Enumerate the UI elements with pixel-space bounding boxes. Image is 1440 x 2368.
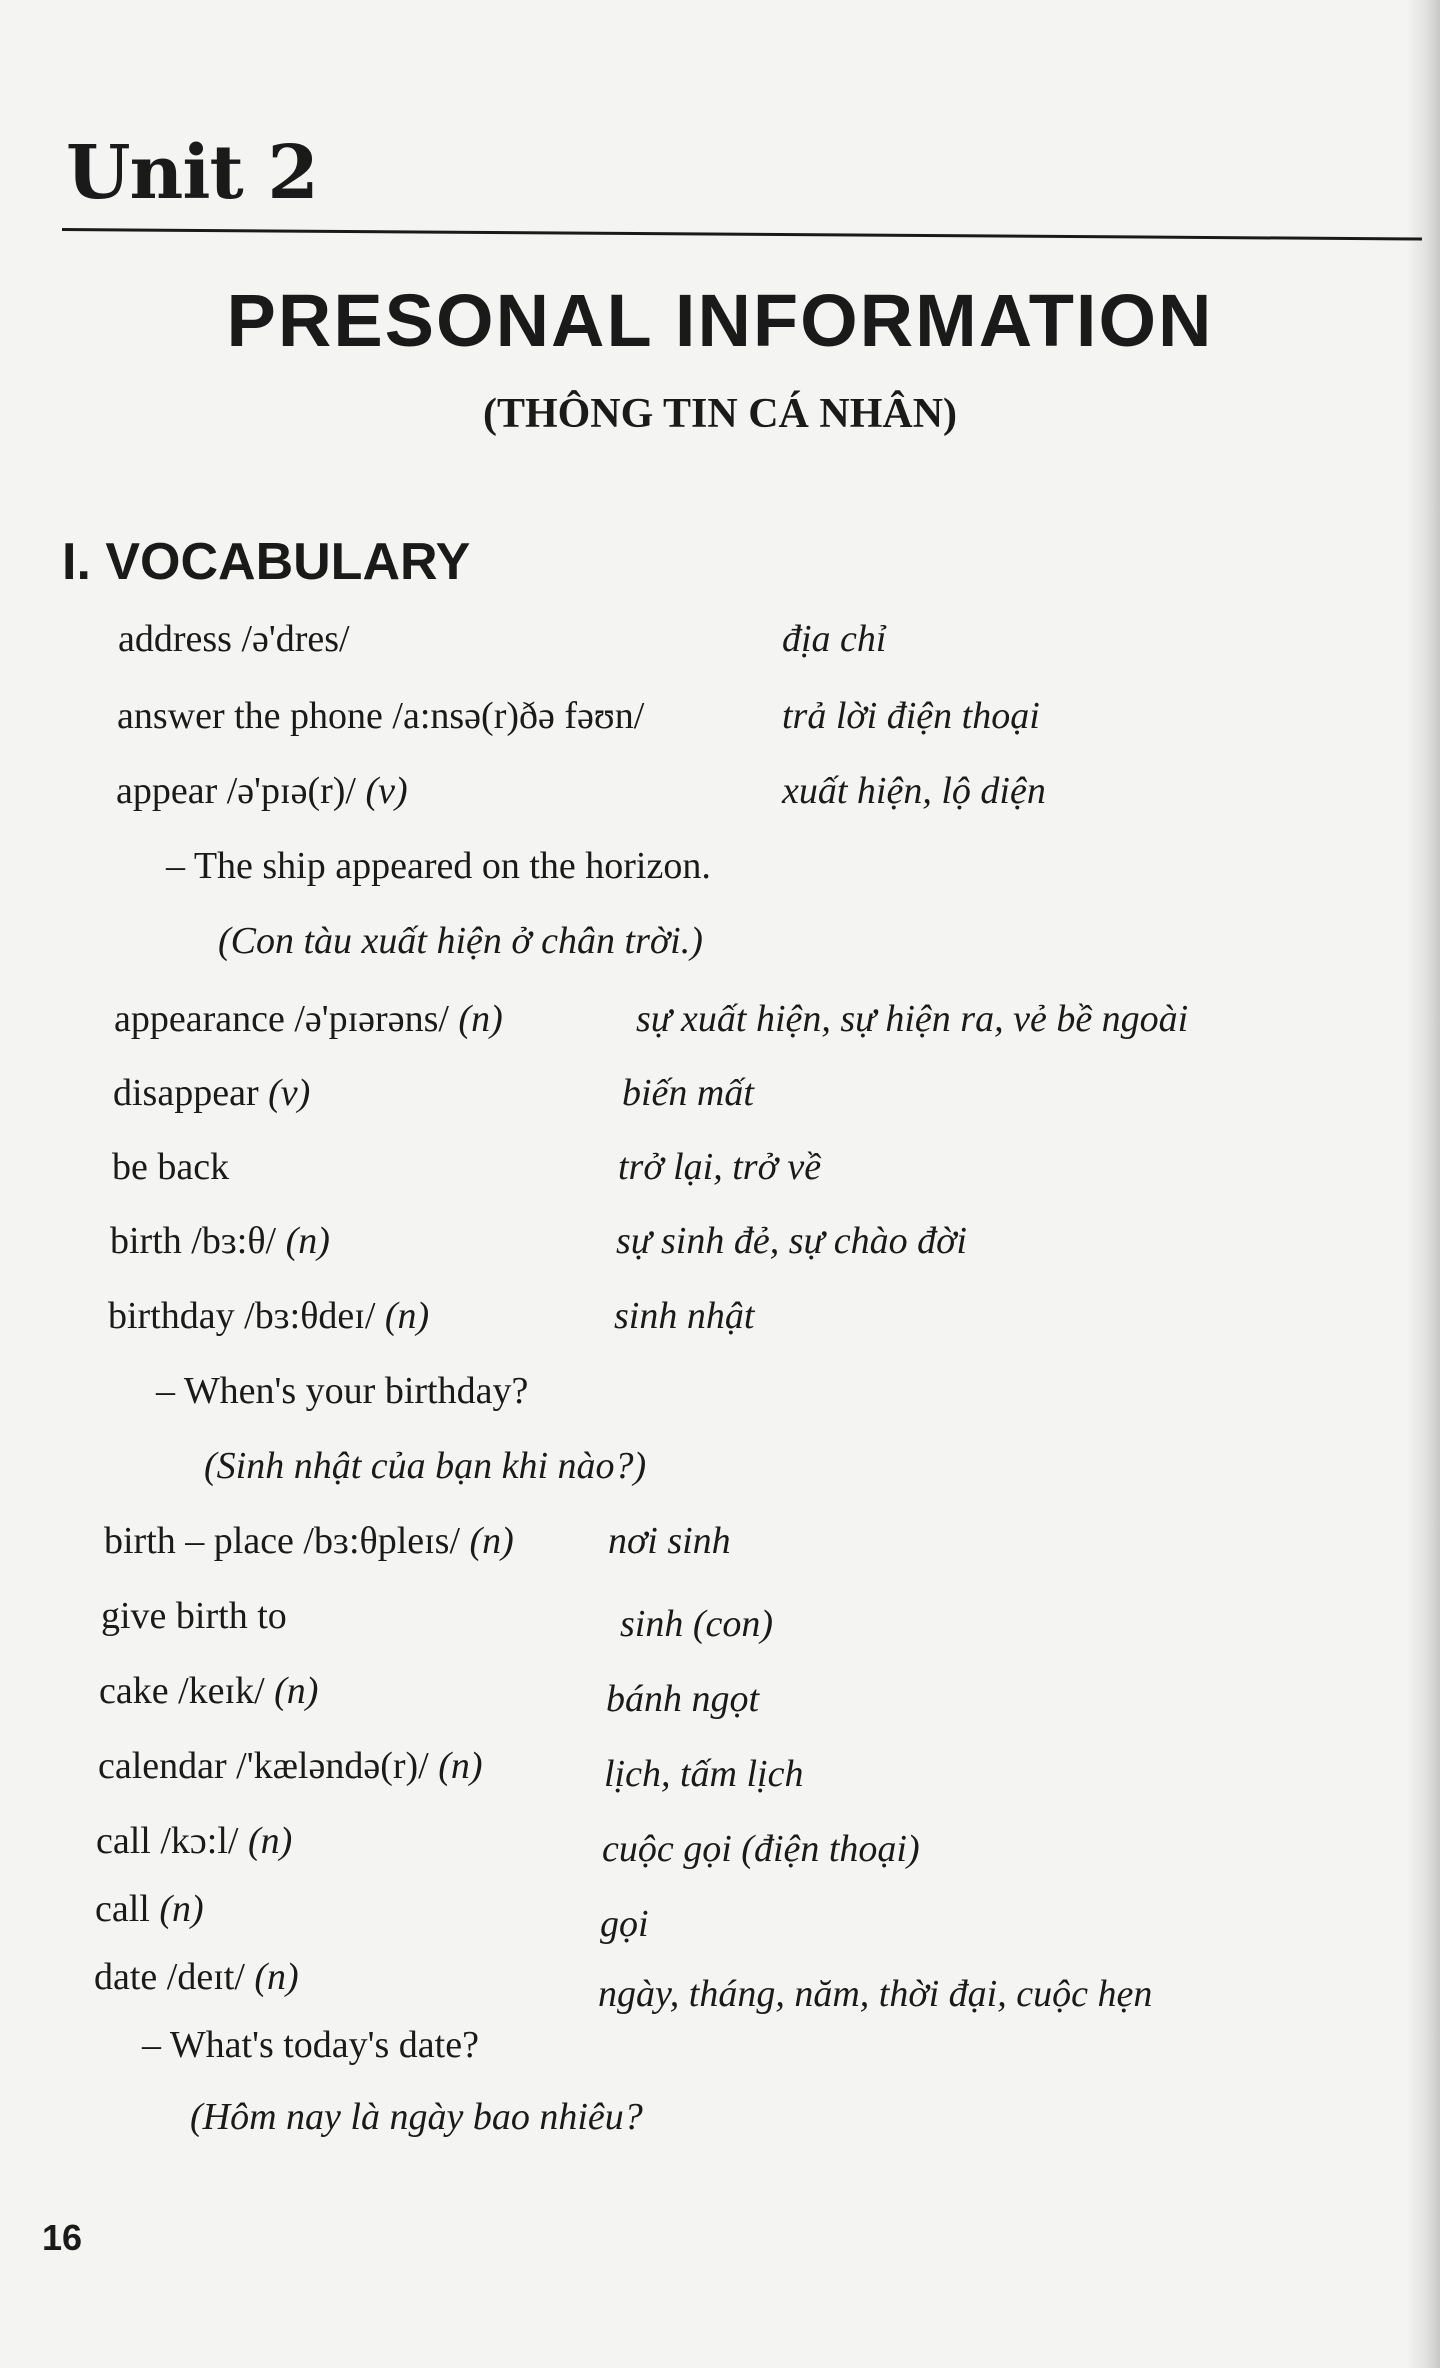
entry-pos: (n) bbox=[159, 1888, 204, 1930]
entry-meaning: địa chỉ bbox=[782, 618, 887, 660]
entry-pos: (n) bbox=[384, 1295, 430, 1337]
main-title: PRESONAL INFORMATION bbox=[226, 279, 1214, 362]
entry-word: be back bbox=[112, 1146, 230, 1188]
entry-meaning: trở lại, trở về bbox=[618, 1146, 822, 1188]
entry-pos: (n) bbox=[469, 1520, 514, 1562]
entry-word: give birth to bbox=[101, 1595, 287, 1637]
vocab-entry bbox=[112, 1148, 229, 1186]
title-rule bbox=[62, 228, 1422, 240]
entry-meaning: sự sinh đẻ, sự chào đời bbox=[616, 1220, 967, 1262]
vocab-entry bbox=[104, 1522, 514, 1560]
vocab-entry bbox=[95, 1890, 204, 1928]
entry-pos: (n) bbox=[438, 1745, 483, 1787]
entry-pos: (n) bbox=[254, 1956, 299, 1998]
entry-word: answer the phone /a:nsə(r)ðə fəʊn/ bbox=[117, 695, 645, 737]
vocab-entry bbox=[116, 772, 408, 810]
entry-meaning: nơi sinh bbox=[608, 1520, 731, 1562]
entry-pos: (n) bbox=[285, 1220, 330, 1262]
vocab-entry bbox=[108, 1297, 429, 1335]
vocab-entry bbox=[117, 697, 644, 735]
entry-meaning: gọi bbox=[600, 1903, 649, 1945]
vocab-entry bbox=[110, 1222, 330, 1260]
example-translation: (Hôm nay là ngày bao nhiêu? bbox=[190, 2096, 643, 2138]
entry-meaning: lịch, tấm lịch bbox=[604, 1753, 804, 1795]
entry-word: birthday /bɜ:θdeɪ/ bbox=[108, 1295, 376, 1337]
entry-pos: (n) bbox=[247, 1820, 293, 1862]
entry-word: disappear bbox=[113, 1072, 259, 1114]
entry-meaning: sinh nhật bbox=[614, 1295, 755, 1337]
example-translation: (Sinh nhật của bạn khi nào?) bbox=[204, 1445, 647, 1487]
entry-word: address /ə'dres/ bbox=[118, 618, 350, 660]
unit-title: Unit 2 bbox=[66, 130, 318, 216]
entry-pos: (n) bbox=[458, 998, 503, 1040]
entry-meaning: sự xuất hiện, sự hiện ra, vẻ bề ngoài bbox=[636, 998, 1189, 1040]
entry-word: cake /keɪk/ bbox=[99, 1670, 265, 1712]
entry-pos: (v) bbox=[365, 770, 408, 812]
entry-meaning: sinh (con) bbox=[620, 1603, 774, 1645]
entry-meaning: ngày, tháng, năm, thời đại, cuộc hẹn bbox=[598, 1973, 1153, 2015]
example-sentence: – When's your birthday? bbox=[156, 1370, 529, 1412]
entry-word: birth /bɜ:θ/ bbox=[110, 1220, 277, 1262]
example-sentence: – What's today's date? bbox=[142, 2024, 479, 2066]
example-sentence: – The ship appeared on the horizon. bbox=[166, 845, 711, 887]
subtitle: (THÔNG TIN CÁ NHÂN) bbox=[482, 391, 958, 437]
entry-word: calendar /'kæləndə(r)/ bbox=[98, 1745, 429, 1787]
entry-meaning: bánh ngọt bbox=[606, 1678, 760, 1720]
entry-meaning: trả lời điện thoại bbox=[782, 695, 1040, 737]
page-number: 16 bbox=[42, 2217, 83, 2258]
entry-pos: (n) bbox=[274, 1670, 319, 1712]
entry-word: call /kɔ:l/ bbox=[96, 1820, 239, 1862]
entry-word: call bbox=[95, 1888, 150, 1930]
entry-pos: (v) bbox=[268, 1072, 311, 1114]
entry-word: date /deɪt/ bbox=[94, 1956, 245, 1998]
vocab-entry bbox=[98, 1747, 483, 1785]
section-heading: I. VOCABULARY bbox=[62, 533, 471, 591]
entry-word: appear /ə'pɪə(r)/ bbox=[116, 770, 356, 812]
entry-meaning: xuất hiện, lộ diện bbox=[782, 770, 1046, 812]
vocab-entry bbox=[101, 1597, 287, 1635]
vocab-entry bbox=[118, 620, 350, 658]
vocab-entry bbox=[96, 1822, 292, 1860]
entry-meaning: cuộc gọi (điện thoại) bbox=[602, 1828, 920, 1870]
example-translation: (Con tàu xuất hiện ở chân trời.) bbox=[218, 920, 703, 962]
vocab-entry bbox=[114, 1000, 503, 1038]
vocab-entry bbox=[99, 1672, 318, 1710]
entry-word: birth – place /bɜ:θpleɪs/ bbox=[104, 1520, 461, 1562]
entry-meaning: biến mất bbox=[622, 1072, 754, 1114]
entry-word: appearance /ə'pɪərəns/ bbox=[114, 998, 449, 1040]
vocab-entry bbox=[113, 1074, 310, 1112]
vocab-entry bbox=[94, 1958, 299, 1996]
